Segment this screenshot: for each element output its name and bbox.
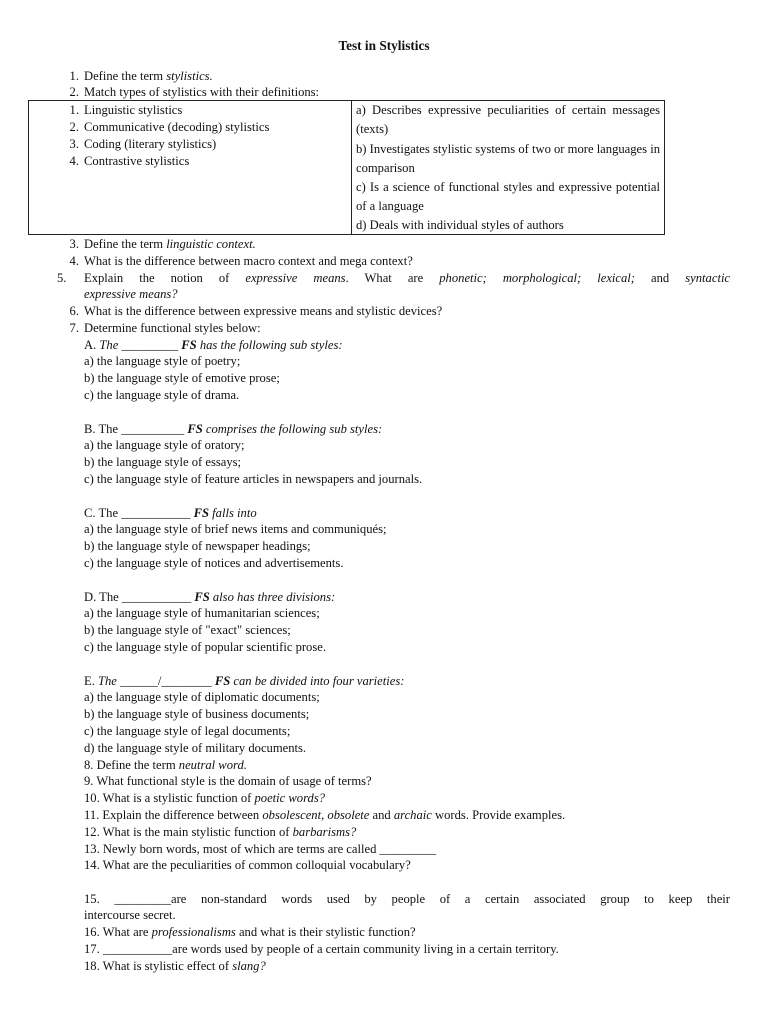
section-text: can be divided into four varieties: bbox=[230, 674, 405, 688]
stylistics-type: Communicative (decoding) stylistics bbox=[84, 120, 270, 134]
list-item: a) the language style of oratory; bbox=[84, 438, 245, 452]
matching-table bbox=[28, 100, 665, 235]
question-3 bbox=[69, 236, 730, 252]
list-number: 5. bbox=[57, 271, 67, 285]
section-label: B. The bbox=[84, 422, 122, 436]
question-term: stylistics. bbox=[166, 69, 213, 83]
question-12 bbox=[84, 824, 356, 840]
question-text: . What are bbox=[345, 271, 440, 285]
list-number: 2. bbox=[69, 120, 79, 134]
question-term: archaic bbox=[393, 808, 432, 822]
question-5-continued bbox=[84, 286, 730, 302]
question-term: slang? bbox=[232, 959, 266, 973]
question-term: syntactic bbox=[685, 271, 731, 285]
section-a-heading bbox=[84, 337, 343, 353]
answer-blank: __________ bbox=[121, 422, 188, 436]
stylistics-type: Coding (literary stylistics) bbox=[84, 137, 217, 151]
list-item: a) the language style of humanitarian sciences; bbox=[84, 606, 320, 620]
section-c-heading bbox=[84, 505, 257, 521]
section-text: The bbox=[98, 674, 117, 688]
question-7 bbox=[69, 320, 730, 336]
section-label: D. The bbox=[84, 590, 122, 604]
stylistics-type: Linguistic stylistics bbox=[84, 103, 183, 117]
question-18 bbox=[84, 958, 266, 974]
question-term: neutral word. bbox=[178, 758, 247, 772]
section-label: A. bbox=[84, 338, 100, 352]
list-item: c) the language style of popular scientific prose. bbox=[84, 640, 326, 654]
question-text: 8. Define the term bbox=[84, 758, 179, 772]
list-item: c) the language style of feature articles in newspapers and journals. bbox=[84, 472, 423, 486]
question-1 bbox=[69, 68, 730, 84]
question-11 bbox=[84, 807, 565, 823]
list-number: 1. bbox=[69, 103, 79, 117]
table-row-left bbox=[69, 102, 183, 118]
question-4 bbox=[69, 253, 730, 269]
question-9: 9. What functional style is the domain of usage of terms? bbox=[84, 774, 372, 788]
question-10 bbox=[84, 790, 325, 806]
list-item: a) the language style of diplomatic documents; bbox=[84, 690, 320, 704]
list-number: 2. bbox=[69, 85, 79, 99]
question-text: What is the difference between macro context and mega context? bbox=[84, 254, 413, 268]
section-e-heading bbox=[84, 673, 404, 689]
question-text: Define the term bbox=[84, 69, 167, 83]
list-number: 6. bbox=[69, 304, 79, 318]
question-15-continued: intercourse secret. bbox=[84, 908, 176, 922]
question-text: Define the term bbox=[84, 237, 167, 251]
question-text: 10. What is a stylistic function of bbox=[84, 791, 255, 805]
question-term: barbarisms? bbox=[292, 825, 357, 839]
section-text: falls into bbox=[209, 506, 257, 520]
list-item: b) the language style of emotive prose; bbox=[84, 371, 280, 385]
list-item: c) the language style of legal documents; bbox=[84, 724, 291, 738]
question-text: words. Provide examples. bbox=[431, 808, 566, 822]
question-17: 17. ___________are words used by people of a certain community living in a certain territory. bbox=[84, 942, 559, 956]
question-term: poetic words? bbox=[254, 791, 326, 805]
table-row-left bbox=[69, 119, 270, 135]
section-d-heading bbox=[84, 589, 335, 605]
list-item: b) the language style of newspaper headings; bbox=[84, 539, 311, 553]
definition-a: a) Describes expressive peculiarities of certain messages (texts) bbox=[356, 103, 660, 136]
list-number: 3. bbox=[69, 137, 79, 151]
answer-blank: ___________ bbox=[121, 590, 195, 604]
question-8 bbox=[84, 757, 247, 773]
question-term: linguistic context. bbox=[166, 237, 256, 251]
list-item: b) the language style of "exact" sciences; bbox=[84, 623, 291, 637]
question-text: Match types of stylistics with their definitions: bbox=[84, 85, 320, 99]
section-text: also has three divisions: bbox=[209, 590, 336, 604]
definition-b: b) Investigates stylistic systems of two or more languages in comparison bbox=[356, 142, 660, 175]
fs-abbrev: FS bbox=[187, 422, 203, 436]
question-text: and bbox=[635, 271, 686, 285]
list-number: 7. bbox=[69, 321, 79, 335]
question-text: Determine functional styles below: bbox=[84, 321, 261, 335]
list-item: b) the language style of business documents; bbox=[84, 707, 310, 721]
question-5 bbox=[57, 270, 731, 286]
section-label: C. The bbox=[84, 506, 122, 520]
question-text: What is the difference between expressive means and stylistic devices? bbox=[84, 304, 443, 318]
list-number: 4. bbox=[69, 154, 79, 168]
answer-blank: ______/________ bbox=[116, 674, 215, 688]
list-item: c) the language style of notices and advertisements. bbox=[84, 556, 344, 570]
section-b-heading bbox=[84, 421, 382, 437]
fs-abbrev: FS bbox=[181, 338, 197, 352]
question-text: and what is their stylistic function? bbox=[235, 925, 416, 939]
question-14: 14. What are the peculiarities of common colloquial vocabulary? bbox=[84, 858, 411, 872]
question-term: phonetic; morphological; lexical; bbox=[439, 271, 635, 285]
question-16 bbox=[84, 924, 416, 940]
answer-blank: ___________ bbox=[121, 506, 194, 520]
question-term: expressive means bbox=[245, 271, 346, 285]
question-text: Explain the notion of bbox=[84, 271, 246, 285]
section-label: E. bbox=[84, 674, 98, 688]
list-item: c) the language style of drama. bbox=[84, 388, 240, 402]
question-6 bbox=[69, 303, 730, 319]
page-title: Test in Stylistics bbox=[338, 38, 430, 53]
table-row-left bbox=[69, 136, 217, 152]
list-item: d) the language style of military documents. bbox=[84, 741, 307, 755]
fs-abbrev: FS bbox=[193, 506, 210, 520]
question-text: and bbox=[369, 808, 394, 822]
question-text: 16. What are bbox=[84, 925, 152, 939]
fs-abbrev: FS bbox=[214, 674, 231, 688]
section-text: comprises the following sub styles: bbox=[202, 422, 383, 436]
list-item: a) the language style of brief news items and communiqués; bbox=[84, 522, 387, 536]
question-13: 13. Newly born words, most of which are terms are called _________ bbox=[84, 842, 437, 856]
list-item: a) the language style of poetry; bbox=[84, 354, 241, 368]
table-divider bbox=[351, 101, 352, 234]
list-item: b) the language style of essays; bbox=[84, 455, 242, 469]
definition-d: d) Deals with individual styles of authors bbox=[356, 218, 564, 232]
table-row-left bbox=[69, 153, 190, 169]
question-text: 18. What is stylistic effect of bbox=[84, 959, 233, 973]
question-text: 12. What is the main stylistic function of bbox=[84, 825, 293, 839]
list-number: 1. bbox=[69, 69, 79, 83]
question-term: expressive means? bbox=[84, 287, 178, 301]
section-text: has the following sub styles: bbox=[196, 338, 343, 352]
fs-abbrev: FS bbox=[194, 590, 210, 604]
stylistics-type: Contrastive stylistics bbox=[84, 154, 190, 168]
definition-c: c) Is a science of functional styles and expressive potential of a language bbox=[356, 180, 660, 213]
answer-blank: _________ bbox=[118, 338, 182, 352]
question-term: professionalisms bbox=[151, 925, 236, 939]
question-2 bbox=[69, 84, 730, 100]
question-15: 15. _________are non-standard words used by people of a certain associated group to keep their bbox=[84, 892, 730, 906]
list-number: 4. bbox=[69, 254, 79, 268]
section-text: The bbox=[99, 338, 119, 352]
list-number: 3. bbox=[69, 237, 79, 251]
question-term: obsolescent, obsolete bbox=[262, 808, 370, 822]
question-text: 11. Explain the difference between bbox=[84, 808, 263, 822]
